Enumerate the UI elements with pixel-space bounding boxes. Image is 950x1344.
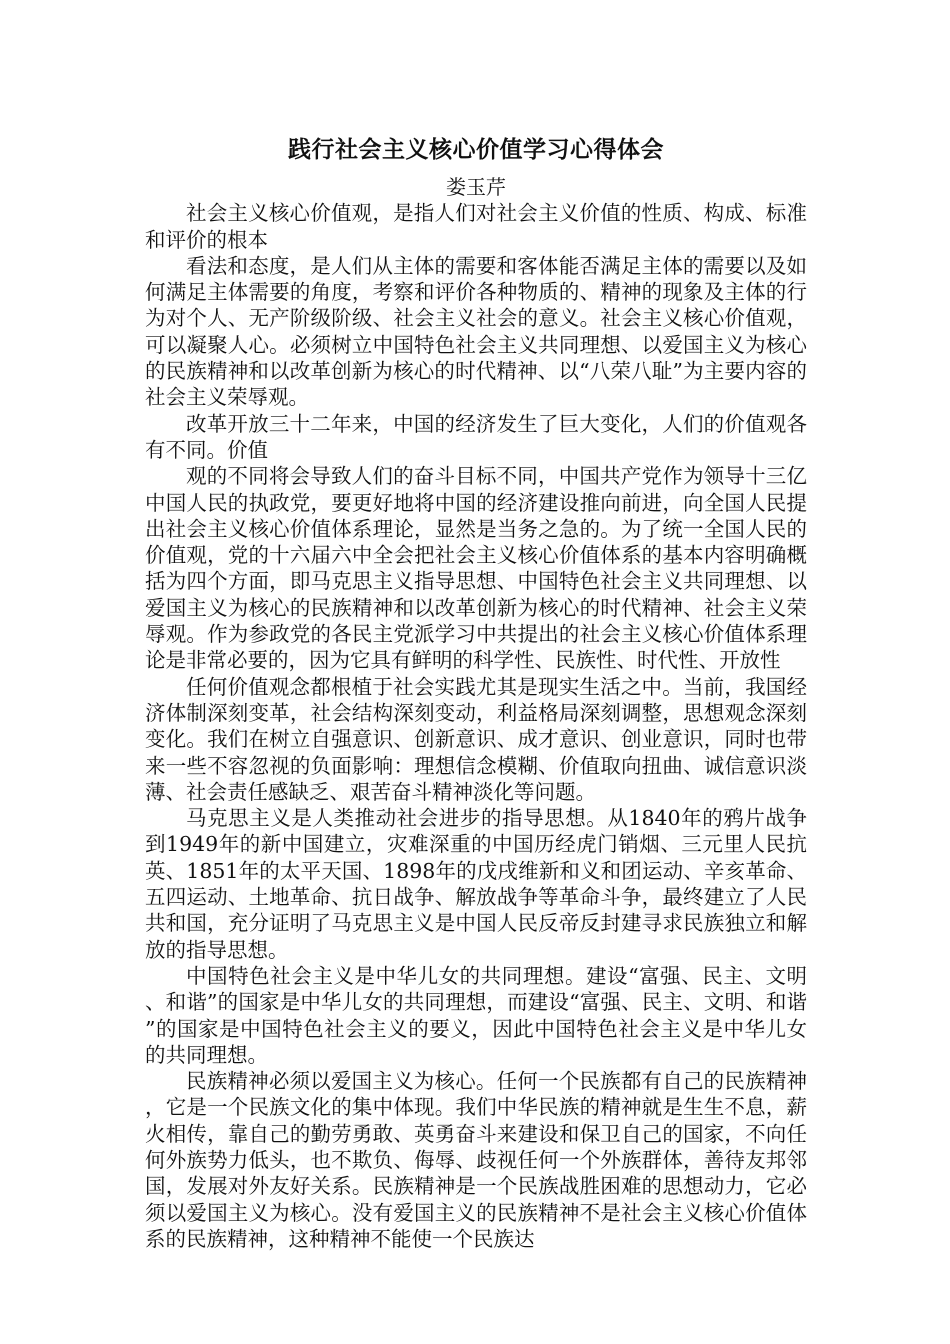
paragraph: 改革开放三十二年来，中国的经济发生了巨大变化，人们的价值观各有不同。价值 — [145, 411, 807, 462]
paragraph: 观的不同将会导致人们的奋斗目标不同，中国共产党作为领导十三亿中国人民的执政党，要更好地将中国的经济建设推向前进，向全国人民提出社会主义核心价值体系理论，显然是当务之急的。为了统一全国人民的价值观，党的十六届六中全会把社会主义核心价值体系的基本内容明确概括为四个方面，即马克思主义指导思想、中国特色社会主义共同理想、以爱国主义为核心的民族精神和以改革创新为核心的时代精神、社会主义荣辱观。作为参政党的各民主党派学习中共提出的社会主义核心价值体系理论是非常必要的，因为它具有鲜明的科学性、民族性、时代性、开放性 — [145, 464, 807, 673]
document-page — [145, 128, 807, 1252]
author-name: 娄玉芹 — [446, 175, 506, 199]
paragraph: 看法和态度，是人们从主体的需要和客体能否满足主体的需要以及如何满足主体需要的角度，考察和评价各种物质的、精神的现象及主体的行为对个人、无产阶级阶级、社会主义社会的意义。社会主义核心价值观，可以凝聚人心。必须树立中国特色社会主义共同理想、以爱国主义为核心的民族精神和以改革创新为核心的时代精神、以“八荣八耻”为主要内容的社会主义荣辱观。 — [145, 253, 807, 410]
paragraph: 马克思主义是人类推动社会进步的指导思想。从1840年的鸦片战争到1949年的新中国建立，灾难深重的中国历经虎门销烟、三元里人民抗英、1851年的太平天国、1898年的戊戌维新和义和团运动、辛亥革命、五四运动、土地革命、抗日战争、解放战争等革命斗争，最终建立了人民共和国，充分证明了马克思主义是中国人民反帝反封建寻求民族独立和解放的指导思想。 — [145, 806, 807, 962]
paragraph: 民族精神必须以爱国主义为核心。任何一个民族都有自己的民族精神，它是一个民族文化的集中体现。我们中华民族的精神就是生生不息，薪火相传，靠自己的勤劳勇敢、英勇奋斗来建设和保卫自己的国家，不向任何外族势力低头，也不欺负、侮辱、歧视任何一个外族群体，善待友邦邻国，发展对外友好关系。民族精神是一个民族战胜困难的思想动力，它必须以爱国主义为核心。没有爱国主义的民族精神不是社会主义核心价值体系的民族精神，这种精神不能使一个民族达 — [145, 1069, 807, 1251]
paragraph: 社会主义核心价值观，是指人们对社会主义价值的性质、构成、标准和评价的根本 — [145, 201, 807, 252]
document-title: 践行社会主义核心价值学习心得体会 — [288, 136, 664, 163]
paragraph: 中国特色社会主义是中华儿女的共同理想。建设“富强、民主、文明、和谐”的国家是中华儿女的共同理想，而建设“富强、民主、文明、和谐”的国家是中国特色社会主义的要义，因此中国特色社会主义是中华儿女的共同理想。 — [145, 963, 807, 1067]
paragraph: 任何价值观念都根植于社会实践尤其是现实生活之中。当前，我国经济体制深刻变革，社会结构深刻变动，利益格局深刻调整，思想观念深刻变化。我们在树立自强意识、创新意识、成才意识、创业意识，同时也带来一些不容忽视的负面影响：理想信念模糊、价值取向扭曲、诚信意识淡薄、社会责任感缺乏、艰苦奋斗精神淡化等问题。 — [145, 674, 807, 804]
